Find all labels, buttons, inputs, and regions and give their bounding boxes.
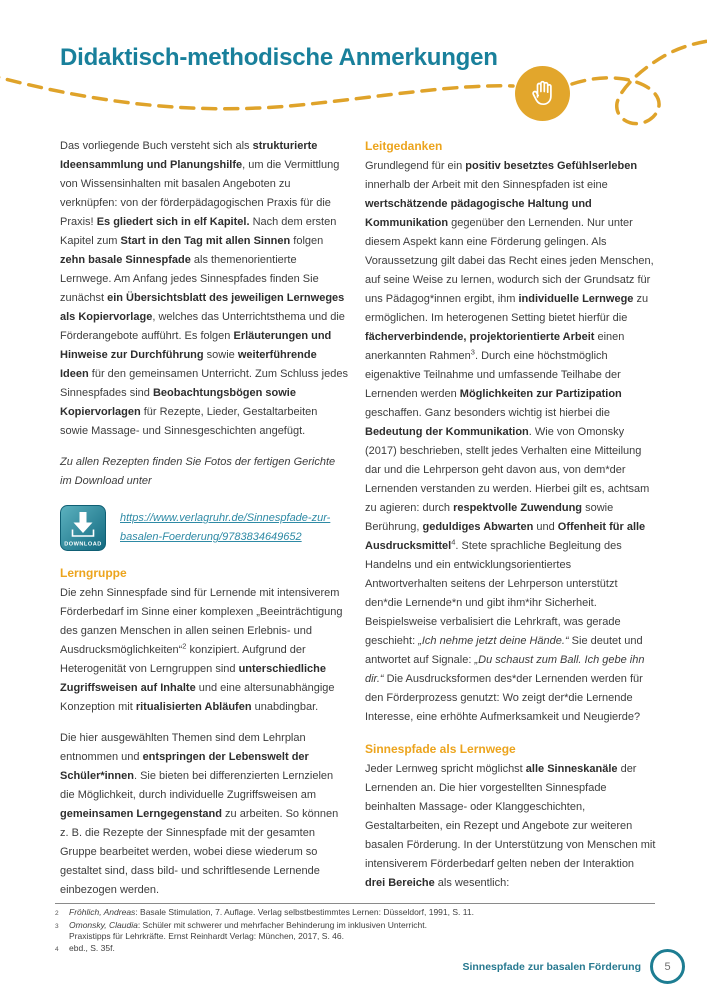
footnote-text: Fröhlich, Andreas: Basale Stimulation, 7. Auflage. Verlag selbstbestimmtes Lernen: Düsseldorf, 1991, S. 11. <box>69 907 474 917</box>
page-footer <box>462 949 685 984</box>
footnotes-section <box>55 903 655 955</box>
footnote-number: 2 <box>55 910 59 917</box>
download-note: Zu allen Rezepten finden Sie Fotos der fertigen Gerichte im Download unter <box>60 456 336 487</box>
paragraph-themen: Die hier ausgewählten Themen sind dem Lehrplan entnommen und entspringen der Lebenswelt der Schüler*innen. Sie bieten bei differenzierten Lernzielen die Möglichkeit, durch individuelle Zugriffsweisen am gemeinsamen Lerngegenstand zu arbeiten. So können z. B. die Rezepte der Sinnespfade mit der gesamten Gruppe bearbeitet werden, wobei diese wiederum so gestaltet sind, dass bild- und schriftlesende Lernende einbezogen werden. <box>60 732 339 896</box>
paragraph-intro: Das vorliegende Buch versteht sich als strukturierte Ideensammlung und Planungshilfe, um die Vermittlung von Wissensinhalten mit basalen Angeboten zu verknüpfen: von der förderpädagogischen Praxis für die Praxis! Es gliedert sich in elf Kapitel. Nach dem ersten Kapitel zum Start in den Tag mit allen Sinnen folgen zehn basale Sinnespfade als themenorientierte Lernwege. Am Anfang jedes Sinnespfades finden Sie zunächst ein Übersichtsblatt des jeweiligen Lernweges als Kopiervorlage, welches das Unterrichtsthema und die Förderangebote aufführt. Es folgen Erläuterungen und Hinweise zur Durchführung sowie weiterführende Ideen für den gemeinsamen Unterricht. Zum Schluss jedes Sinnespfades sind Beobachtungsbögen sowie Kopiervorlagen für Rezepte, Lieder, Gestaltarbeiten sowie Massage- und Sinnesgeschichten angefügt. <box>60 140 348 437</box>
paragraph-leitgedanken: Grundlegend für ein positiv besetztes Gefühlserleben innerhalb der Arbeit mit den Sinnespfaden ist eine wertschätzende pädagogische Haltung und Kommunikation gegenüber den Lernenden. Nur unter diesem Aspekt kann eine Förderung gelingen. Als Voraussetzung gilt dabei das Recht eines jeden Menschen, auf seine Weise zu lernen, wodurch sich der Grundsatz für uns Pädagog*innen ergibt, ihm individuelle Lernwege zu ermöglichen. Im heterogenen Setting bietet hierfür die fächerverbindende, projektorientierte Arbeit einen anerkannten Rahmen$^3$. Durch eine höchstmöglich eigenaktive Teilnahme und umfassende Teilhabe der Lernenden werden Möglichkeiten zur Partizipation geschaffen. Ganz besonders wichtig ist hierbei die Bedeutung der Kommunikation. Wie von Omonsky (2017) beschrieben, stellt jedes Verhalten eine Mitteilung dar und die Lehrperson geht davon aus, von dem*der Lernenden verstanden zu werden. Hierbei gilt es, achtsam zu agieren: durch respektvolle Zuwendung sowie Berührung, geduldiges Abwarten und Offenheit für alle Ausdrucksmittel$^4$. Stete sprachliche Begleitung des Handelns und ein entwicklungsorientiertes Antwortverhalten seitens der Lehrperson unterstützt den*die Lernende*n und gibt ihm*ihr Sicherheit. Beispielsweise verbalisiert die Lehrkraft, was gerade geschieht: „Ich nehme jetzt deine Hände.“ Sie deutet und antwortet auf Signale: „Du schaust zum Ball. Ich gebe ihn dir.“ Die Ausdrucksformen des*der Lernenden werden für den Förderprozess genutzt: Wo zeigt der*die Lernende Interesse, eine erhöhte Aufmerksamkeit und Neugierde? <box>365 160 654 723</box>
footnote-3 <box>55 920 655 943</box>
download-row <box>60 505 348 551</box>
footnote-number: 3 <box>55 922 59 930</box>
download-icon-label: DOWNLOAD <box>64 541 102 548</box>
footnote-text: Omonsky, Claudia: Schüler mit schwerer und mehrfacher Behinderung im inklusiven Unterricht. Praxistipps für Lehrkräfte. Ernst Reinhardt Verlag: München, 2017, S. 46. <box>69 919 427 941</box>
download-icon[interactable] <box>60 505 106 551</box>
book-title: Sinnespfade zur basalen Förderung <box>462 960 641 973</box>
download-link[interactable]: https://www.verlagruhr.de/Sinnespfade-zur-basalen-Foerderung/9783834649652 <box>120 512 331 543</box>
footnote-number: 4 <box>55 945 59 953</box>
heading-lerngruppe: Lerngruppe <box>60 566 127 580</box>
paragraph-sinnespfade: Jeder Lernweg spricht möglichst alle Sinneskanäle der Lernenden an. Die hier vorgestellten Sinnespfade beinhalten Massage- oder Klanggeschichten, Gestaltarbeiten, ein Rezept und Angebote zur weiteren basalen Förderung. In der Unterstützung von Menschen mit intensiverem Förderbedarf gelten neben der Interaktion drei Bereiche als wesentlich: <box>365 763 656 889</box>
heading-sinnespfade-als-lernwege: Sinnespfade als Lernwege <box>365 742 516 756</box>
page-title: Didaktisch-methodische Anmerkungen <box>60 44 498 71</box>
two-column-body <box>60 137 656 900</box>
paragraph-lerngruppe: Die zehn Sinnespfade sind für Lernende mit intensiverem Förderbedarf im Sinne einer komplexen „Beeinträchtigung des ganzen Menschen in allen seinen Erlebnis- und Ausdrucksmöglichkeiten“$^2$ konzipiert. Aufgrund der Heterogenität von Lerngruppen sind unterschiedliche Zugriffsweisen auf Inhalte und eine altersunabhängige Konzeption mit ritualisierten Abläufen unabdingbar. <box>60 587 343 713</box>
right-column <box>365 137 656 900</box>
left-column <box>60 137 348 900</box>
footnote-text: ebd., S. 35f. <box>69 942 115 953</box>
footnote-2 <box>55 907 655 920</box>
page-number-badge: 5 <box>650 949 685 984</box>
heading-leitgedanken: Leitgedanken <box>365 139 443 153</box>
raised-hand-badge <box>515 66 570 121</box>
raised-hand-icon <box>525 76 561 112</box>
